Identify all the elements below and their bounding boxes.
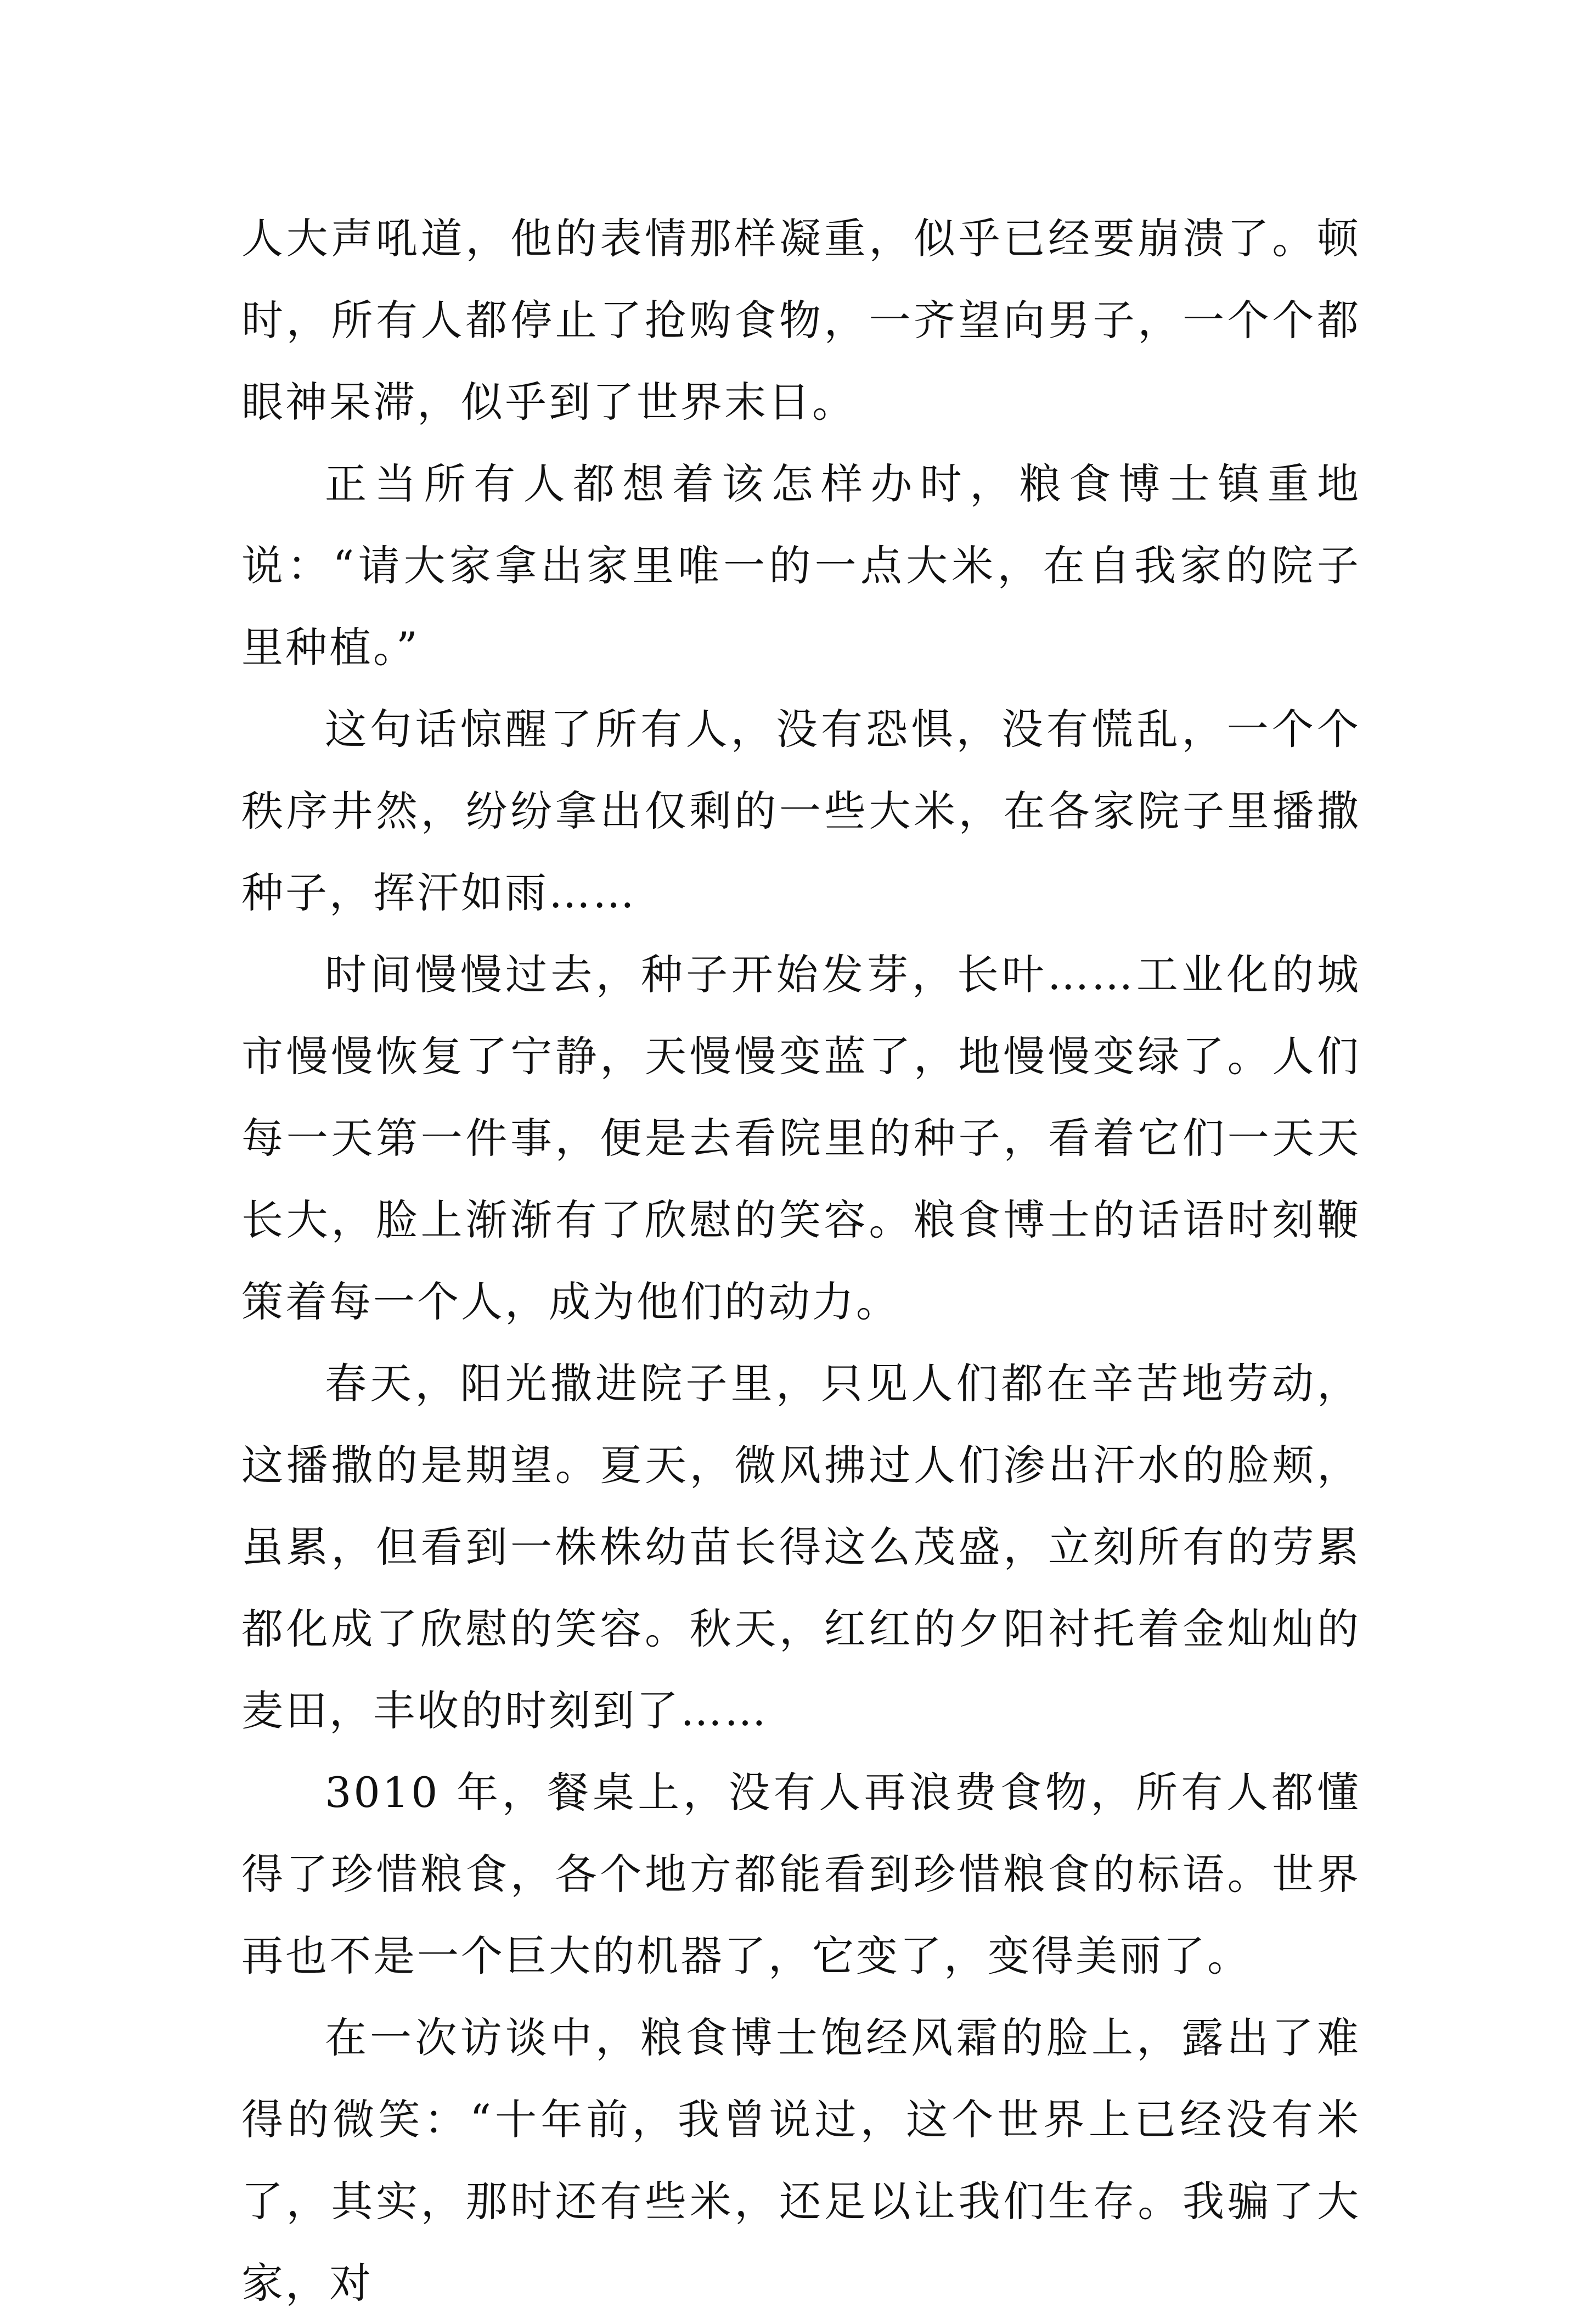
- paragraph: 正当所有人都想着该怎样办时，粮食博士镇重地说：“请大家拿出家里唯一的一点大米，在自我家的院子里种植。”: [241, 459, 1361, 672]
- paragraph: 春天，阳光撒进院子里，只见人们都在辛苦地劳动，这播撒的是期望。夏天，微风拂过人们渗出汗水的脸颊，虽累，但看到一株株幼苗长得这么茂盛，立刻所有的劳累都化成了欣慰的笑容。秋天，红红的夕阳衬托着金灿灿的麦田，丰收的时刻到了……: [241, 1359, 1361, 1735]
- body-text: [241, 198, 1361, 2324]
- paragraph: 时间慢慢过去，种子开始发芽，长叶……工业化的城市慢慢恢复了宁静，天慢慢变蓝了，地慢慢变绿了。人们每一天第一件事，便是去看院里的种子，看着它们一天天长大，脸上渐渐有了欣慰的笑容。粮食博士的话语时刻鞭策着每一个人，成为他们的动力。: [241, 950, 1361, 1326]
- paragraph: 在一次访谈中，粮食博士饱经风霜的脸上，露出了难得的微笑：“十年前，我曾说过，这个世界上已经没有米了，其实，那时还有些米，还足以让我们生存。我骗了大家，对: [241, 2013, 1361, 2308]
- paragraph: 人大声吼道，他的表情那样凝重，似乎已经要崩溃了。顿时，所有人都停止了抢购食物，一齐望向男子，一个个都眼神呆滞，似乎到了世界末日。: [241, 214, 1361, 426]
- paragraph: 这句话惊醒了所有人，没有恐惧，没有慌乱，一个个秩序井然，纷纷拿出仅剩的一些大米，在各家院子里播撒种子，挥汗如雨……: [241, 705, 1361, 917]
- paragraph: 3010 年，餐桌上，没有人再浪费食物，所有人都懂得了珍惜粮食，各个地方都能看到珍惜粮食的标语。世界再也不是一个巨大的机器了，它变了，变得美丽了。: [241, 1768, 1361, 1980]
